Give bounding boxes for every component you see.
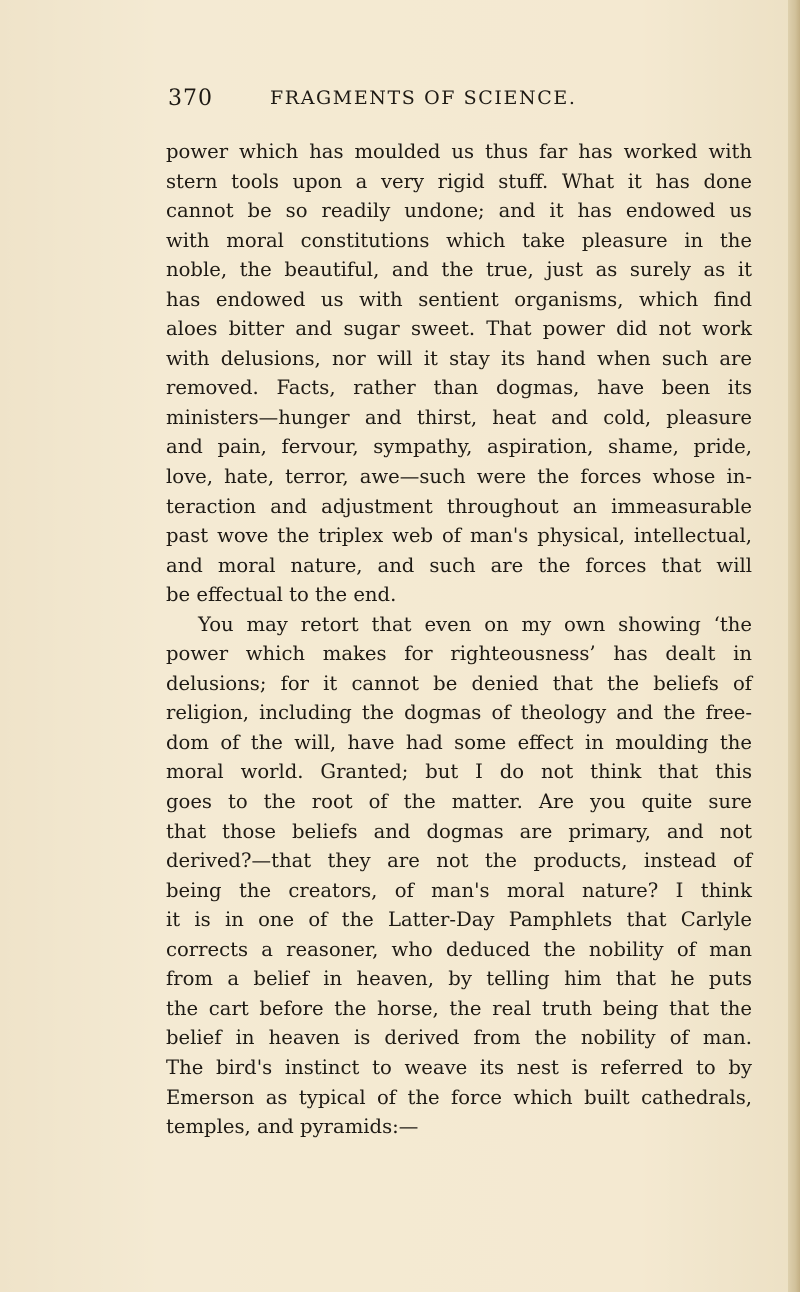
text-line: with moral constitutions which take pleasure in the [166,228,752,252]
text-line: be effectual to the end. [166,583,397,607]
running-header [168,86,748,116]
text-line: The bird's instinct to weave its nest is referred to by [166,1055,752,1079]
text-line: noble, the beautiful, and the true, just as surely as it [166,258,752,282]
text-line: and pain, fervour, sympathy, aspiration, shame, pride, [166,435,752,459]
text-line: dom of the will, have had some effect in moulding the [166,730,752,754]
text-line: and moral nature, and such are the forces that will [166,553,752,577]
text-line: being the creators, of man's moral nature? I think [166,878,752,902]
text-line: with delusions, nor will it stay its hand when such are [166,346,752,370]
text-line: power which has moulded us thus far has worked with [166,140,752,163]
text-line: aloes bitter and sugar sweet. That power did not work [166,317,752,341]
text-line: love, hate, terror, awe—such were the forces whose in- [166,465,752,489]
running-title: FRAGMENTS OF SCIENCE. [270,87,577,109]
text-line: derived?—that they are not the products, instead of [166,849,752,873]
text-line: cannot be so readily undone; and it has endowed us [166,199,752,223]
text-line: power which makes for righteousness’ has dealt in [166,642,752,666]
text-line: religion, including the dogmas of theology and the free- [166,701,752,725]
text-line: that those beliefs and dogmas are primary, and not [166,819,752,843]
text-line: ministers—hunger and thirst, heat and cold, pleasure [166,405,752,429]
text-line: delusions; for it cannot be denied that the beliefs of [166,671,752,695]
text-line: moral world. Granted; but I do not think that this [166,760,752,784]
text-line: the cart before the horse, the real truth being that the [166,996,752,1020]
text-line: corrects a reasoner, who deduced the nobility of man [166,937,752,961]
text-line: Emerson as typical of the force which built cathedrals, [166,1085,752,1109]
page-number: 370 [168,86,213,111]
text-line: belief in heaven is derived from the nobility of man. [166,1026,752,1050]
text-line: stern tools upon a very rigid stuff. What it has done [166,169,752,193]
body-text [166,137,752,1142]
text-line: it is in one of the Latter-Day Pamphlets that Carlyle [166,908,752,932]
page-edge-shadow [788,0,800,1292]
text-line: from a belief in heaven, by telling him that he puts [166,967,752,991]
text-line: has endowed us with sentient organisms, which find [166,287,752,311]
text-line: You may retort that even on my own showing ‘the [198,612,752,636]
text-line: goes to the root of the matter. Are you quite sure [166,790,752,814]
text-line: removed. Facts, rather than dogmas, have been its [166,376,752,400]
text-line: teraction and adjustment throughout an immeasurable [166,494,752,518]
text-line: past wove the triplex web of man's physical, intellectual, [166,524,752,548]
text-line: temples, and pyramids:— [166,1115,419,1139]
